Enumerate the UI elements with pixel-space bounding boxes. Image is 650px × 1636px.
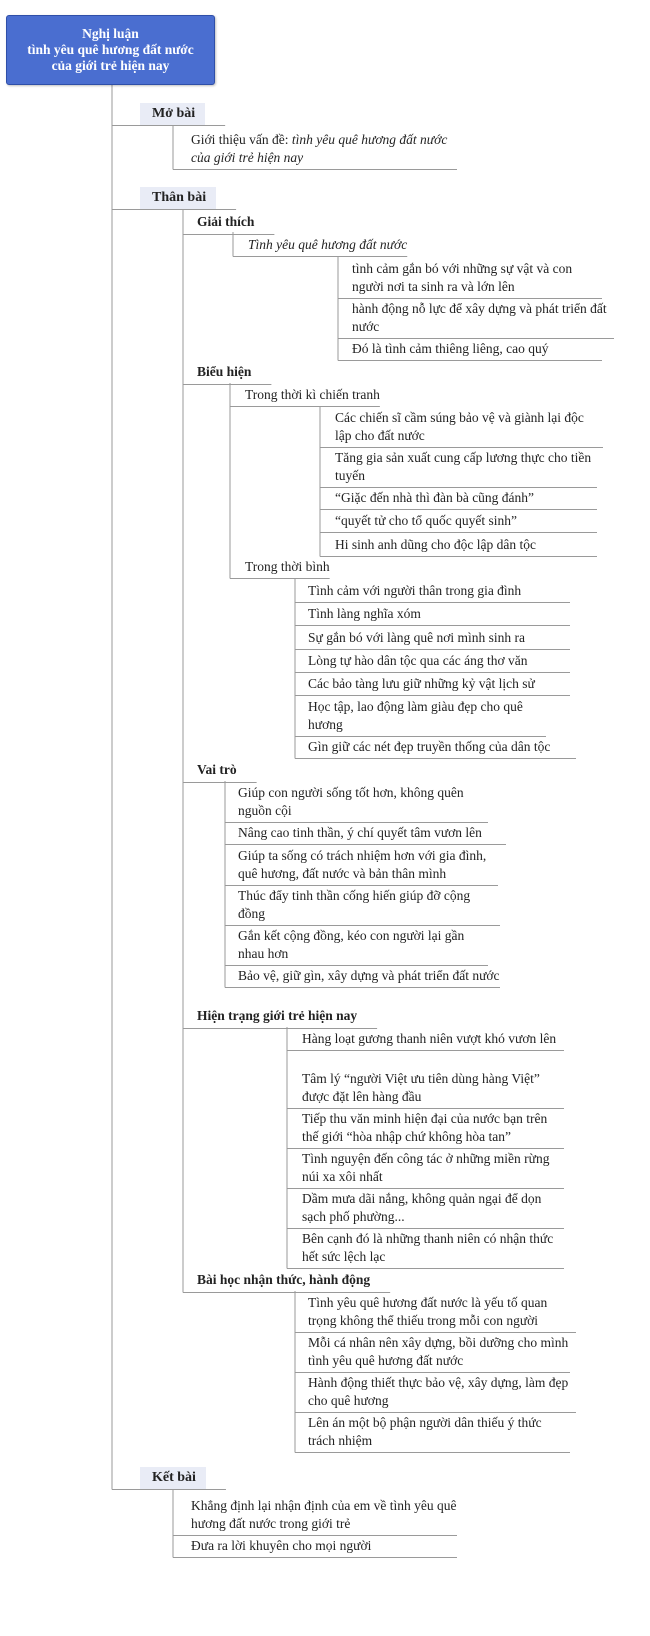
hien-trang-point-2: Tâm lý “người Việt ưu tiên dùng hàng Việt” được đặt lên hàng đầu — [302, 1071, 540, 1104]
vai-tro-point-3: Giúp ta sống có trách nhiệm hơn với gia đình, quê hương, đất nước và bản thân mình — [238, 848, 487, 881]
peace-point-5: Các bảo tàng lưu giữ những kỷ vật lịch sử — [308, 676, 535, 691]
intro-prefix: Giới thiệu vấn đề: — [191, 132, 292, 147]
bai-hoc-point-2: Mỗi cá nhân nên xây dựng, bồi dưỡng cho mình tình yêu quê hương đất nước — [308, 1335, 569, 1368]
war-point-4: “quyết tử cho tổ quốc quyết sinh” — [335, 513, 518, 528]
hien-trang-point-1: Hàng loạt gương thanh niên vượt khó vươn lên — [302, 1031, 557, 1046]
giai-thich-term: Tình yêu quê hương đất nước — [248, 237, 408, 252]
hien-trang-point-5: Dầm mưa dãi nắng, không quản ngại để dọn sạch phố phường... — [302, 1191, 542, 1224]
vai-tro-point-6: Bảo vệ, giữ gìn, xây dựng và phát triển đất nước — [238, 968, 500, 983]
intro-topic: tình yêu quê hương đất nước của giới trẻ hiện nay — [191, 132, 448, 165]
war-point-2: Tăng gia sản xuất cung cấp lương thực cho tiền tuyến — [335, 450, 592, 483]
peace-label: Trong thời bình — [245, 559, 330, 574]
war-point-5: Hi sinh anh dũng cho độc lập dân tộc — [335, 537, 536, 552]
giai-thich-point-2: hành động nỗ lực để xây dựng và phát triển đất nước — [352, 301, 607, 334]
peace-point-4: Lòng tự hào dân tộc qua các áng thơ văn — [308, 653, 528, 668]
hien-trang-point-4: Tình nguyện đến công tác ở những miền rừng núi xa xôi nhất — [302, 1151, 550, 1184]
peace-point-7: Gìn giữ các nét đẹp truyền thống của dân tộc — [308, 739, 551, 754]
giai-thich-point-1: tình cảm gắn bó với những sự vật và con người nơi ta sinh ra và lớn lên — [352, 261, 573, 294]
war-point-1: Các chiến sĩ cầm súng bảo vệ và giành lại độc lập cho đất nước — [335, 410, 584, 443]
hien-trang-point-6: Bên cạnh đó là những thanh niên có nhận thức hết sức lệch lạc — [302, 1231, 554, 1264]
bai-hoc-point-1: Tình yêu quê hương đất nước là yếu tố quan trọng không thể thiếu trong mỗi con người — [308, 1295, 548, 1328]
giai-thich-point-3: Đó là tình cảm thiêng liêng, cao quý — [352, 341, 549, 356]
ket-bai-point-1: Khẳng định lại nhận định của em về tình yêu quê hương đất nước trong giới trẻ — [191, 1498, 457, 1531]
vai-tro-point-5: Gắn kết cộng đồng, kéo con người lại gần nhau hơn — [238, 928, 465, 961]
section-than-bai: Thân bài — [140, 187, 216, 209]
peace-point-6: Học tập, lao động làm giàu đẹp cho quê hương — [308, 699, 523, 732]
section-mo-bai: Mở bài — [140, 103, 205, 125]
root-title: Nghị luận tình yêu quê hương đất nước của giới trẻ hiện nay — [6, 15, 215, 85]
section-ket-bai: Kết bài — [140, 1467, 206, 1489]
sub-giai-thich: Giải thích — [197, 214, 255, 229]
peace-point-2: Tình làng nghĩa xóm — [308, 606, 421, 621]
sub-bai-hoc: Bài học nhận thức, hành động — [197, 1272, 371, 1287]
bai-hoc-point-3: Hành động thiết thực bảo vệ, xây dựng, làm đẹp cho quê hương — [308, 1375, 569, 1408]
peace-point-3: Sự gắn bó với làng quê nơi mình sinh ra — [308, 630, 525, 645]
war-point-3: “Giặc đến nhà thì đàn bà cũng đánh” — [335, 490, 535, 505]
sub-vai-tro: Vai trò — [197, 762, 237, 777]
sub-hien-trang: Hiện trạng giới trẻ hiện nay — [197, 1008, 358, 1023]
hien-trang-point-3: Tiếp thu văn minh hiện đại của nước bạn trên thế giới “hòa nhập chứ không hòa tan” — [302, 1111, 548, 1144]
ket-bai-point-2: Đưa ra lời khuyên cho mọi người — [191, 1538, 372, 1553]
bai-hoc-point-4: Lên án một bộ phận người dân thiếu ý thức trách nhiệm — [308, 1415, 542, 1448]
sub-bieu-hien: Biểu hiện — [197, 364, 252, 379]
vai-tro-point-4: Thúc đẩy tinh thần cống hiến giúp đỡ cộng đồng — [238, 888, 471, 921]
vai-tro-point-1: Giúp con người sống tốt hơn, không quên nguồn cội — [238, 785, 464, 818]
mo-bai-intro — [191, 131, 457, 169]
vai-tro-point-2: Nâng cao tinh thần, ý chí quyết tâm vươn lên — [238, 825, 482, 840]
war-label: Trong thời kì chiến tranh — [245, 387, 380, 402]
peace-point-1: Tình cảm với người thân trong gia đình — [308, 583, 522, 598]
